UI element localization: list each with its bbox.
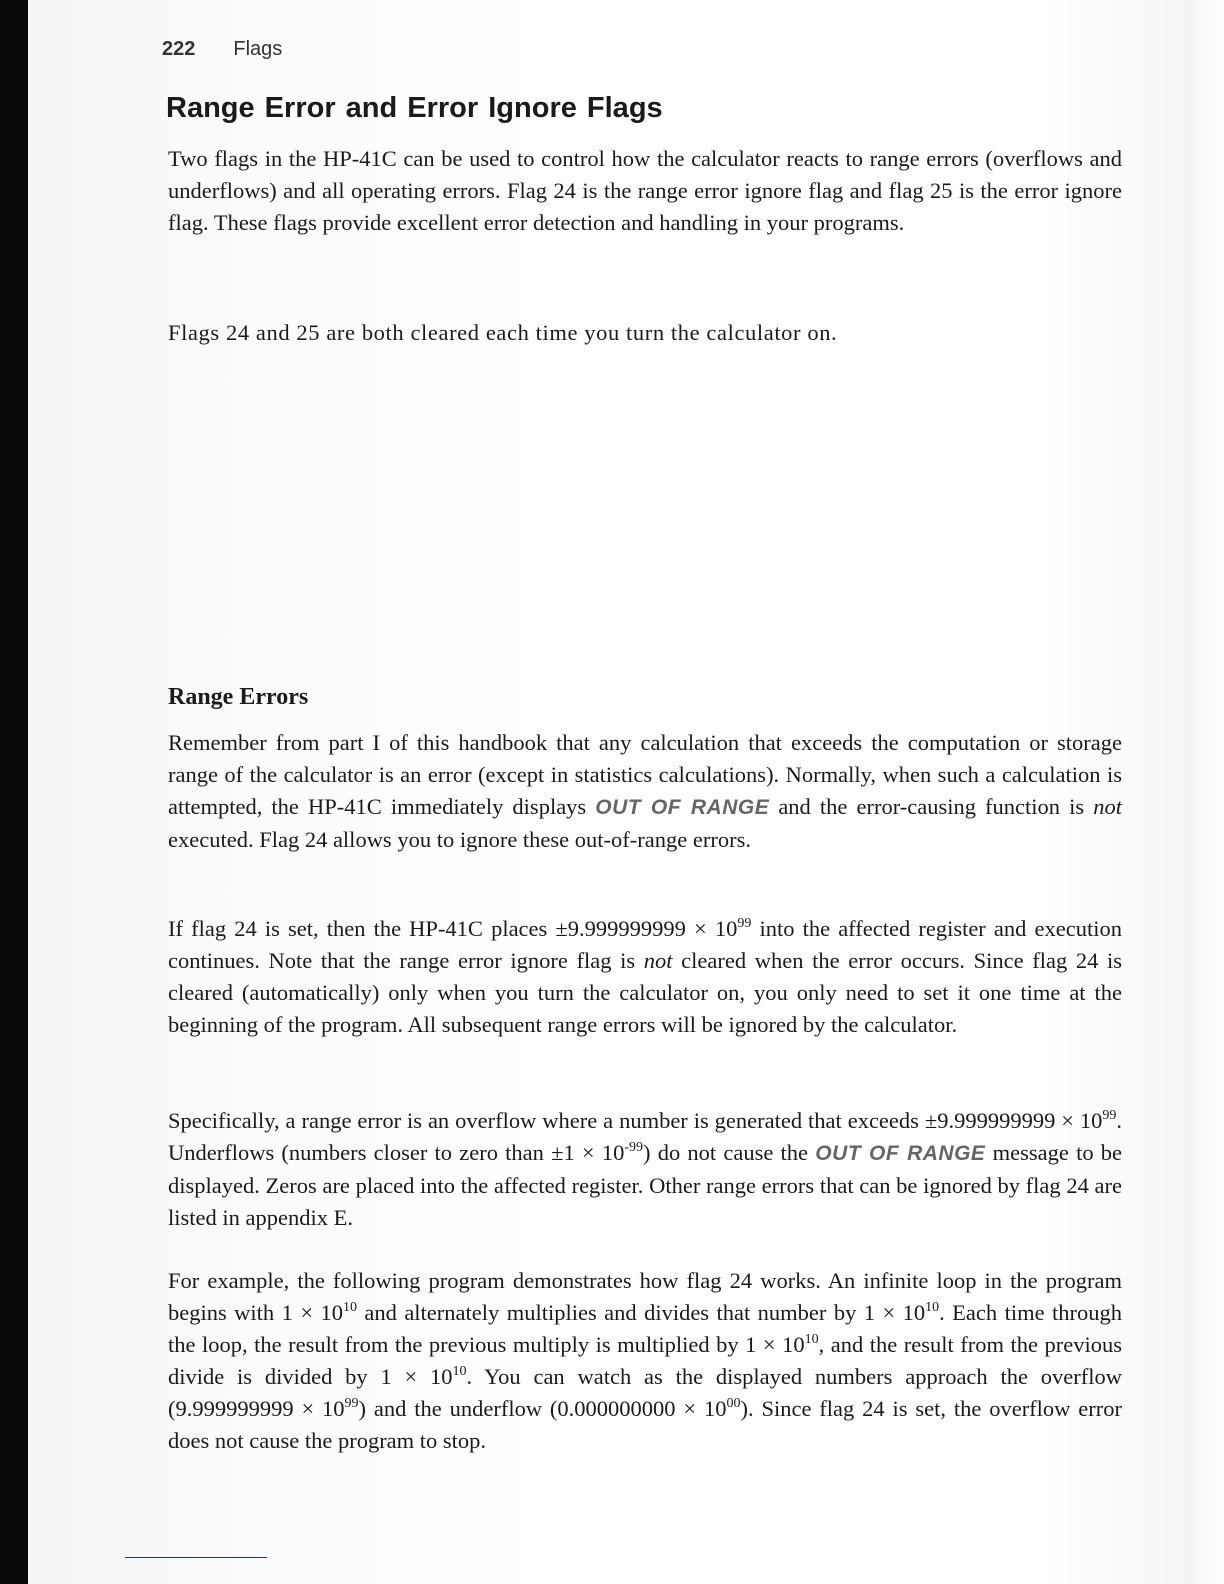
text-run: . Underflows (numbers closer to zero than ±1 × 10 (168, 1108, 1122, 1165)
exponent: 10 (342, 1299, 357, 1315)
emphasis-not: not (643, 948, 673, 973)
exponent: 99 (344, 1395, 359, 1411)
scan-right-edge (1184, 0, 1224, 1584)
exponent: 10 (925, 1299, 940, 1315)
emphasis-not: not (1093, 794, 1122, 819)
running-header (162, 38, 282, 61)
text-run: If flag 24 is set, then the HP-41C places ±9.999999999 × 10 (168, 916, 738, 941)
text-run: ). Since flag 24 is set, the overflow error does not cause the program to stop. (168, 1396, 1123, 1453)
text-run: ) do not cause the (643, 1140, 816, 1165)
exponent: 99 (737, 915, 752, 931)
range-errors-heading: Range Errors (168, 684, 309, 710)
text-run: message to be displayed. Zeros are placed into the affected register. Other range errors that can be ignored by flag 24 are listed in appendix E. (168, 1140, 1123, 1230)
text-run: into the affected register and execution continues. Note that the range error ignore flag is (168, 916, 1122, 973)
text-run: and the error-causing function is (769, 794, 1094, 819)
intro-paragraph: Two flags in the HP-41C can be used to control how the calculator reacts to range errors (overflows and underflows) and all operating errors. Flag 24 is the range error ignore flag and flag 25 is the error ignore flag. These flags provide excellent error detection and handling in your programs. (168, 146, 1122, 235)
text-run: For example, the following program demonstrates how flag 24 works. An infinite loop in the program begins with 1 × 10 (168, 1268, 1122, 1325)
exponent: -99 (624, 1139, 644, 1155)
page-number: 222 (162, 38, 196, 60)
range-errors-paragraph-2 (168, 913, 1122, 1041)
range-errors-paragraph-3 (168, 1105, 1122, 1234)
section-name: Flags (233, 38, 283, 60)
text-run: cleared when the error occurs. Since flag 24 is cleared (automatically) only when you turn the calculator on, you only need to set it one time at the beginning of the program. All subsequent range errors will be ignored by the calculator. (168, 948, 1122, 1037)
flags-cleared-paragraph: Flags 24 and 25 are both cleared each time you turn the calculator on. (168, 320, 838, 345)
text-run: Specifically, a range error is an overflow where a number is generated that exceeds ±9.999999999 × 10 (168, 1108, 1103, 1133)
exponent: 99 (1102, 1107, 1117, 1123)
exponent: 00 (726, 1395, 741, 1411)
footer-rule (125, 1557, 267, 1558)
exponent: 10 (804, 1331, 819, 1347)
text-run: and alternately multiplies and divides that number by 1 × 10 (356, 1300, 926, 1325)
display-out-of-range: OUT OF RANGE (595, 796, 770, 819)
text-run: executed. Flag 24 allows you to ignore these out-of-range errors. (168, 827, 751, 852)
section-title: Range Error and Error Ignore Flags (166, 92, 663, 124)
display-out-of-range: OUT OF RANGE (815, 1142, 986, 1165)
range-errors-paragraph-1 (168, 727, 1122, 856)
text-run: ) and the underflow (0.000000000 × 10 (358, 1396, 727, 1421)
text-run: . Each time through the loop, the result from the previous multiply is multiplied by 1 × 10 (168, 1300, 1123, 1357)
text-run: Remember from part I of this handbook that any calculation that exceeds the computation or storage range of the calculator is an error (except in statistics calculations). Normally, when such a calculation is attempted, the HP-41C immediately displays (168, 730, 1122, 819)
text-run: . You can watch as the displayed numbers approach the overflow (9.999999999 × 10 (168, 1364, 1122, 1421)
exponent: 10 (452, 1363, 467, 1379)
text-run: , and the result from the previous divide is divided by 1 × 10 (168, 1332, 1122, 1389)
range-errors-paragraph-4 (168, 1265, 1122, 1457)
scan-left-edge (0, 0, 28, 1584)
